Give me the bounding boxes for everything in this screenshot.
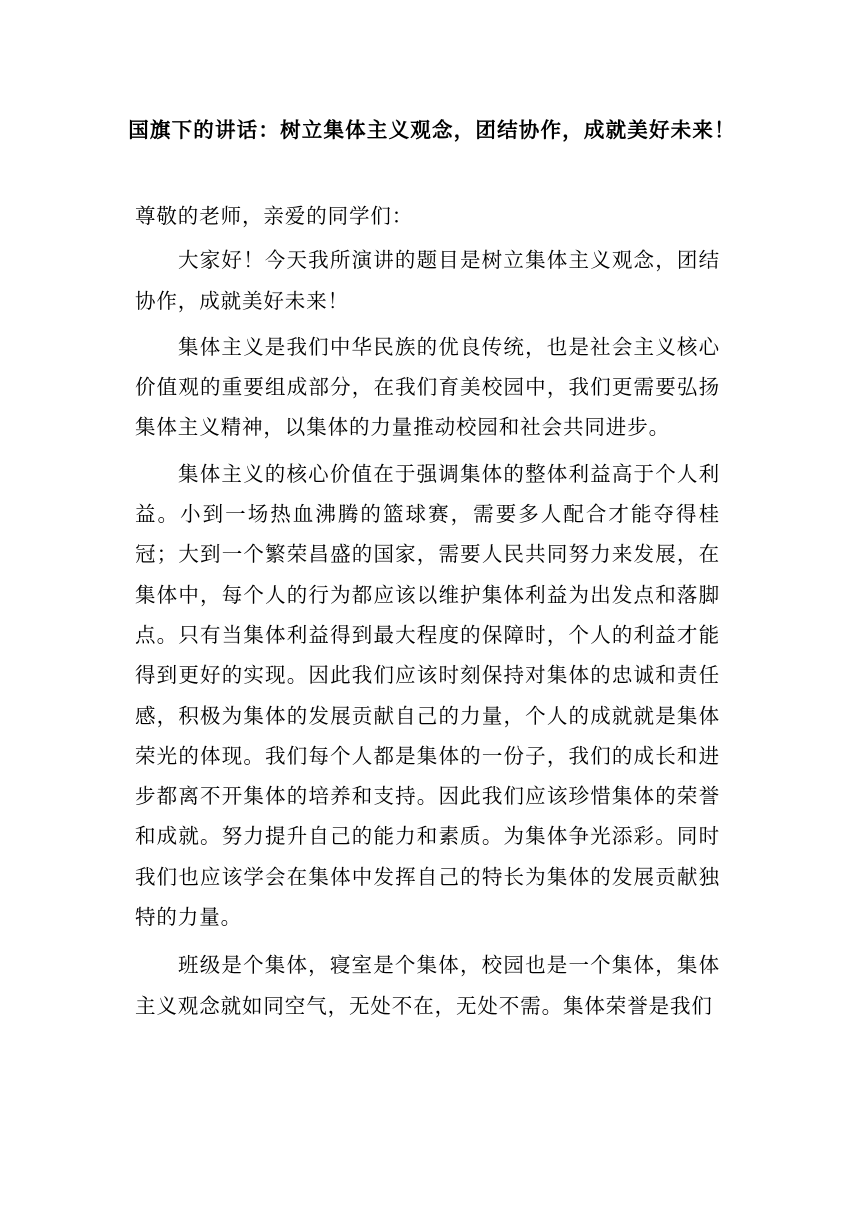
document-body bbox=[135, 196, 720, 1026]
paragraph-greeting: 大家好！今天我所演讲的题目是树立集体主义观念，团结协作，成就美好未来！ bbox=[135, 248, 720, 313]
paragraph-collectivism-tradition: 集体主义是我们中华民族的优良传统，也是社会主义核心价值观的重要组成部分，在我们育美校园中，我们更需要弘扬集体主义精神，以集体的力量推动校园和社会共同进步。 bbox=[135, 334, 720, 440]
paragraph-core-value: 集体主义的核心价值在于强调集体的整体利益高于个人利益。小到一场热血沸腾的篮球赛，需要多人配合才能夺得桂冠；大到一个繁荣昌盛的国家，需要人民共同努力来发展，在集体中，每个人的行为都应该以维护集体利益为出发点和落脚点。只有当集体利益得到最大程度的保障时，个人的利益才能得到更好的实现。因此我们应该时刻保持对集体的忠诚和责任感，积极为集体的发展贡献自己的力量，个人的成就就是集体荣光的体现。我们每个人都是集体的一份子，我们的成长和进步都离不开集体的培养和支持。因此我们应该珍惜集体的荣誉和成就。努力提升自己的能力和素质。为集体争光添彩。同时我们也应该学会在集体中发挥自己的特长为集体的发展贡献独特的力量。 bbox=[135, 461, 720, 930]
paragraph-class-collective: 班级是个集体，寝室是个集体，校园也是一个集体，集体主义观念就如同空气，无处不在，无处不需。集体荣誉是我们 bbox=[135, 953, 720, 1018]
salutation: 尊敬的老师，亲爱的同学们： bbox=[135, 204, 414, 228]
document-title: 国旗下的讲话：树立集体主义观念，团结协作，成就美好未来！ bbox=[128, 118, 736, 142]
